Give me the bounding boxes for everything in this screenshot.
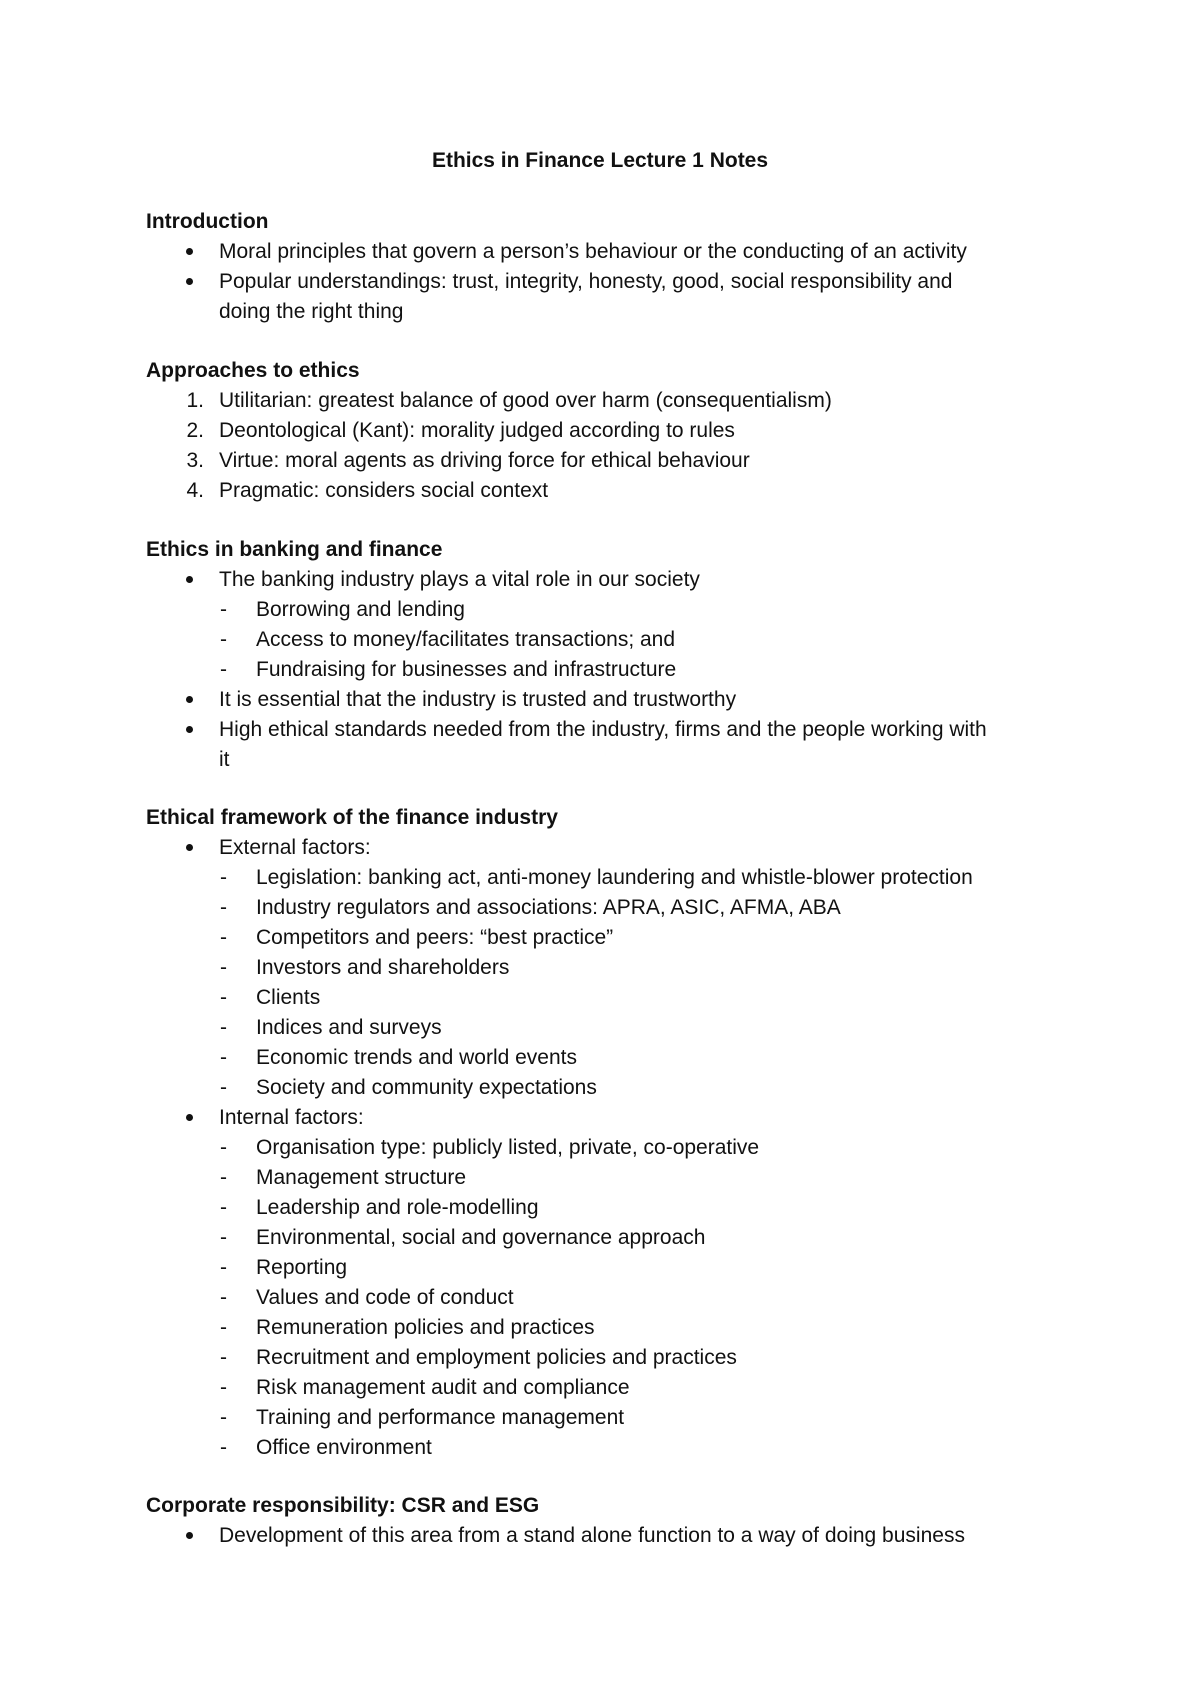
- sub-list-item: Reporting: [256, 1256, 348, 1279]
- sub-list-item: Industry regulators and associations: APRA, ASIC, AFMA, ABA: [256, 896, 841, 919]
- bullet-icon: [186, 696, 193, 703]
- dash-marker: -: [220, 1256, 227, 1279]
- bullet-icon: [186, 1532, 193, 1539]
- dash-marker: -: [220, 1346, 227, 1369]
- sub-list-item: Values and code of conduct: [256, 1286, 514, 1309]
- dash-marker: -: [220, 1286, 227, 1309]
- list-item: Popular understandings: trust, integrity, honesty, good, social responsibility and: [219, 270, 953, 293]
- list-item: It is essential that the industry is trusted and trustworthy: [219, 688, 737, 711]
- list-item: Moral principles that govern a person’s behaviour or the conducting of an activity: [219, 240, 967, 263]
- list-number: 2.: [186, 419, 204, 442]
- list-item-continuation: it: [219, 748, 230, 771]
- dash-marker: -: [220, 1046, 227, 1069]
- list-item: External factors:: [219, 836, 371, 859]
- dash-marker: -: [220, 1136, 227, 1159]
- dash-marker: -: [220, 658, 227, 681]
- sub-list-item: Indices and surveys: [256, 1016, 442, 1039]
- dash-marker: -: [220, 986, 227, 1009]
- section-heading-corporate: Corporate responsibility: CSR and ESG: [146, 1494, 540, 1517]
- sub-list-item: Competitors and peers: “best practice”: [256, 926, 614, 949]
- dash-marker: -: [220, 1166, 227, 1189]
- list-item: Development of this area from a stand alone function to a way of doing business: [219, 1524, 965, 1547]
- sub-list-item: Remuneration policies and practices: [256, 1316, 595, 1339]
- section-heading-introduction: Introduction: [146, 210, 269, 233]
- sub-list-item: Economic trends and world events: [256, 1046, 577, 1069]
- sub-list-item: Legislation: banking act, anti-money laundering and whistle-blower protection: [256, 866, 973, 889]
- bullet-icon: [186, 726, 193, 733]
- sub-list-item: Organisation type: publicly listed, private, co-operative: [256, 1136, 760, 1159]
- dash-marker: -: [220, 628, 227, 651]
- dash-marker: -: [220, 1316, 227, 1339]
- list-number: 4.: [186, 479, 204, 502]
- sub-list-item: Environmental, social and governance approach: [256, 1226, 706, 1249]
- dash-marker: -: [220, 598, 227, 621]
- dash-marker: -: [220, 866, 227, 889]
- list-item: The banking industry plays a vital role in our society: [219, 568, 700, 591]
- dash-marker: -: [220, 926, 227, 949]
- sub-list-item: Office environment: [256, 1436, 432, 1459]
- dash-marker: -: [220, 1436, 227, 1459]
- list-item: Deontological (Kant): morality judged according to rules: [219, 419, 735, 442]
- sub-list-item: Society and community expectations: [256, 1076, 597, 1099]
- bullet-icon: [186, 278, 193, 285]
- sub-list-item: Fundraising for businesses and infrastructure: [256, 658, 677, 681]
- bullet-icon: [186, 1114, 193, 1121]
- bullet-icon: [186, 576, 193, 583]
- list-item: High ethical standards needed from the industry, firms and the people working with: [219, 718, 987, 741]
- dash-marker: -: [220, 1076, 227, 1099]
- dash-marker: -: [220, 896, 227, 919]
- sub-list-item: Leadership and role-modelling: [256, 1196, 539, 1219]
- list-number: 3.: [186, 449, 204, 472]
- sub-list-item: Training and performance management: [256, 1406, 625, 1429]
- sub-list-item: Access to money/facilitates transactions; and: [256, 628, 676, 651]
- sub-list-item: Recruitment and employment policies and practices: [256, 1346, 737, 1369]
- dash-marker: -: [220, 1226, 227, 1249]
- list-number: 1.: [186, 389, 204, 412]
- dash-marker: -: [220, 1016, 227, 1039]
- bullet-icon: [186, 248, 193, 255]
- dash-marker: -: [220, 1406, 227, 1429]
- sub-list-item: Investors and shareholders: [256, 956, 510, 979]
- list-item: Internal factors:: [219, 1106, 364, 1129]
- dash-marker: -: [220, 1196, 227, 1219]
- section-heading-approaches: Approaches to ethics: [146, 359, 360, 382]
- list-item: Virtue: moral agents as driving force for ethical behaviour: [219, 449, 750, 472]
- section-heading-banking: Ethics in banking and finance: [146, 538, 443, 561]
- section-heading-framework: Ethical framework of the finance industry: [146, 806, 558, 829]
- sub-list-item: Management structure: [256, 1166, 467, 1189]
- dash-marker: -: [220, 1376, 227, 1399]
- sub-list-item: Borrowing and lending: [256, 598, 465, 621]
- dash-marker: -: [220, 956, 227, 979]
- list-item: Utilitarian: greatest balance of good over harm (consequentialism): [219, 389, 832, 412]
- bullet-icon: [186, 844, 193, 851]
- list-item: Pragmatic: considers social context: [219, 479, 549, 502]
- sub-list-item: Clients: [256, 986, 321, 1009]
- sub-list-item: Risk management audit and compliance: [256, 1376, 630, 1399]
- list-item-continuation: doing the right thing: [219, 300, 404, 323]
- document-title: Ethics in Finance Lecture 1 Notes: [431, 149, 769, 172]
